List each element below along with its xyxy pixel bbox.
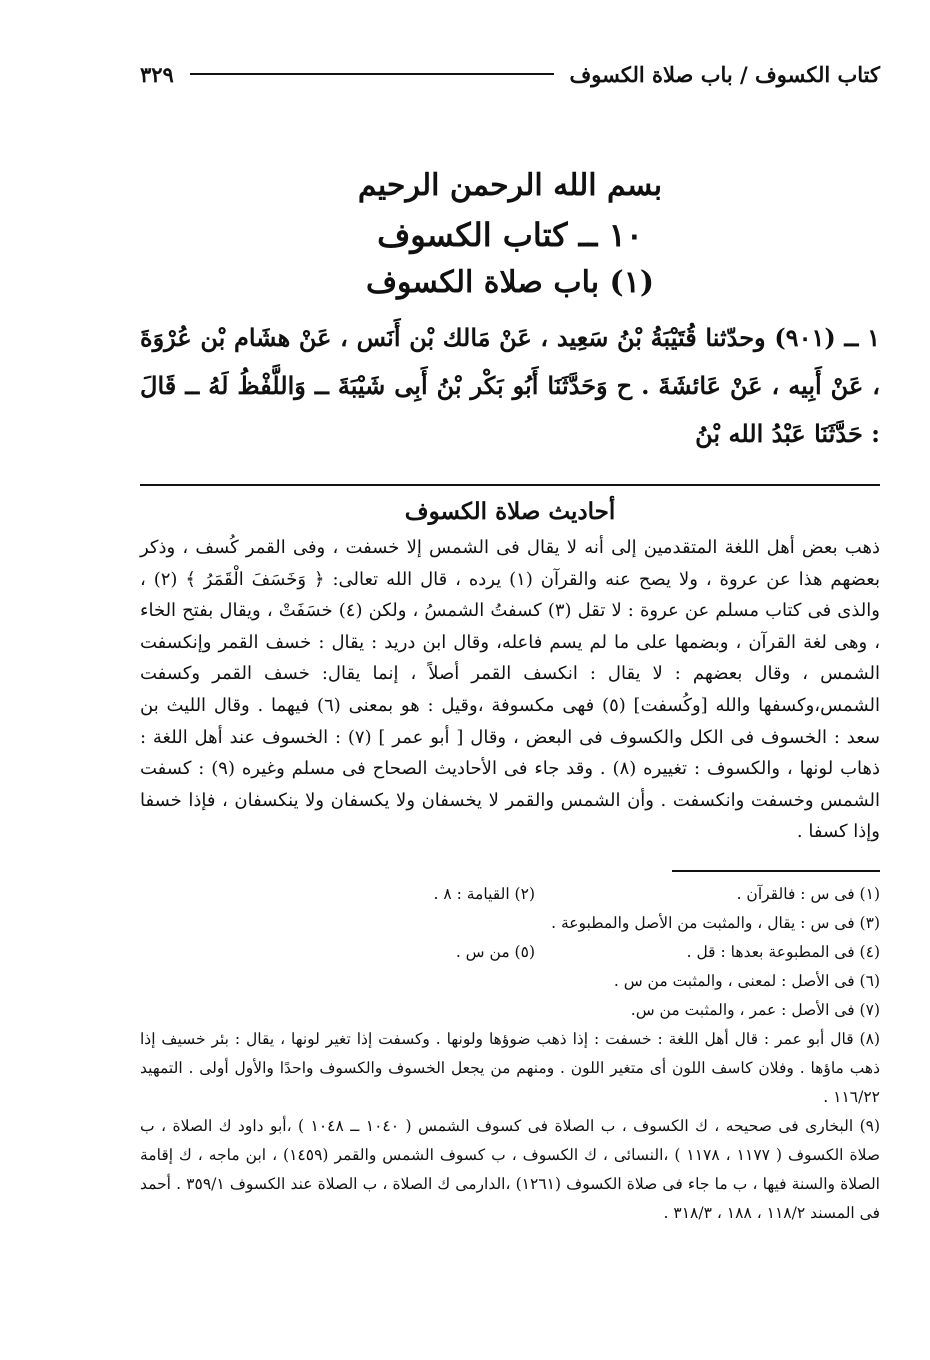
footnote-row: [140, 880, 880, 909]
running-head-title: كتاب الكسوف / باب صلاة الكسوف: [569, 61, 880, 87]
footnote-row: [140, 967, 880, 996]
footnote-8-block: [140, 1025, 880, 1112]
footnote-7: (٧) فى الأصل : عمر ، والمثبت من س.: [630, 1000, 880, 1019]
chapter-title: (١) باب صلاة الكسوف: [365, 265, 655, 300]
commentary-paragraph: ذهب بعض أهل اللغة المتقدمين إلى أنه لا يقال فى الشمس إلا خسفت ، وفى القمر كُسف ، وذكر بعضهم هذا عن عروة ، ولا يصح عنه والقرآن (١) يرده ، قال الله تعالى: ﴿ وَخَسَفَ الْقَمَرُ ﴾ (٢) ، والذى فى كتاب مسلم عن عروة : لا تقل (٣) كسفتُ الشمسُ ، ولكن (٤) خسَفَتْ ، ويقال بفتح الخاء ، وهى لغة القرآن ، وبضمها على ما لم يسم فاعله، وقال ابن دريد : يقال : خسف القمر وإنكسفت الشمس ، وقال بعضهم : لا يقال : انكسف القمر أصلاً ، إنما يقال: خسف القمر وكسفت الشمس،وكسفها والله [وكُسفت] (٥) فهى مكسوفة ،وقيل : هو بمعنى (٦) فيهما . وقال الليث بن سعد : الخسوف فى الكل والكسوف فى البعض ، وقال [ أبو عمر ] (٧) : الخسوف عند أهل اللغة : ذهاب لونها ، والكسوف : تغييره (٨) . وقد جاء فى الأحاديث الصحاح فى مسلم وغيره (٩) : كسفت الشمس وخسفت وانكسفت . وأن الشمس والقمر لا يخسفان ولا يكسفان ولا ينكسفان ، فإذا خسفا وإذا كسفا .: [140, 537, 881, 843]
running-head-rule: [190, 73, 554, 75]
footnotes: [140, 880, 880, 1228]
footnote-2: (٢) القيامة : ٨ .: [433, 884, 535, 903]
basmala: بسم الله الرحمن الرحيم: [357, 168, 663, 203]
footnote-9: (٩) البخارى فى صحيحه ، ك الكسوف ، ب الصلاة فى كسوف الشمس ( ١٠٤٠ ــ ١٠٤٨ ) ،أبو داود ك الصلاة ، ب صلاة الكسوف ( ١١٧٧ ، ١١٧٨ ) ،النسائى ، ك الكسوف ، ب كسوف الشمس والقمر (١٤٥٩) ، ابن ماجه ، ك إقامة الصلاة والسنة فيها ، ب ما جاء فى صلاة الكسوف (١٢٦١) ،الدارمى ك الصلاة ، ب الصلاة عند الكسوف ٣٥٩/١ . أحمد فى المسند ١١٨/٢ ، ١٨٨ ، ٣١٨/٣ .: [140, 1116, 881, 1222]
titles-block: [140, 162, 880, 306]
footnote-rule: [672, 870, 880, 872]
book-title: ١٠ ــ كتاب الكسوف: [377, 216, 643, 254]
footnote-8: (٨) قال أبو عمر : قال أهل اللغة : خسفت : إذا ذهب ضوؤها ولونها . وكسفت إذا تغير لونها ، يقال : بئر خسيف إذا ذهب ماؤها . وفلان كاسف اللون أى متغير اللون . ومنهم من يجعل الخسوف والكسوف واحدًا والأول أولى . التمهيد ١١٦/٢٢ .: [140, 1029, 880, 1106]
hadith-text: ١ ــ (٩٠١) وحدّثنا قُتَيْبَةُ بْنُ سَعِيد ، عَنْ مَالك بْن أَنَس ، عَنْ هشَام بْن عُرْوَةَ ، عَنْ أَبِيه ، عَنْ عَائشَةَ . ح وَحَدَّثَنَا أَبُو بَكْر بْنُ أَبِى شَيْبَةَ ــ وَاللَّفْظُ لَهُ ــ قَالَ : حَدَّثَنَا عَبْدُ الله بْنُ: [140, 323, 880, 448]
commentary-section: [140, 492, 880, 848]
footnote-row: [140, 909, 880, 938]
footnote-row: [140, 938, 880, 967]
footnote-5: (٥) من س .: [455, 942, 535, 961]
running-head: [140, 52, 880, 96]
footnote-9-block: [140, 1112, 880, 1228]
footnote-3: (٣) فى س : يقال ، والمثبت من الأصل والمطبوعة .: [551, 913, 880, 932]
footnote-row: [140, 996, 880, 1025]
footnote-1: (١) فى س : فالقرآن .: [736, 884, 880, 903]
book-page: [140, 52, 880, 1228]
section-divider: [140, 484, 880, 486]
page-number: ٣٢٩: [140, 61, 174, 87]
footnote-6: (٦) فى الأصل : لمعنى ، والمثبت من س .: [613, 971, 880, 990]
commentary-title: أحاديث صلاة الكسوف: [404, 498, 616, 525]
footnote-4: (٤) فى المطبوعة بعدها : قل .: [686, 942, 880, 961]
